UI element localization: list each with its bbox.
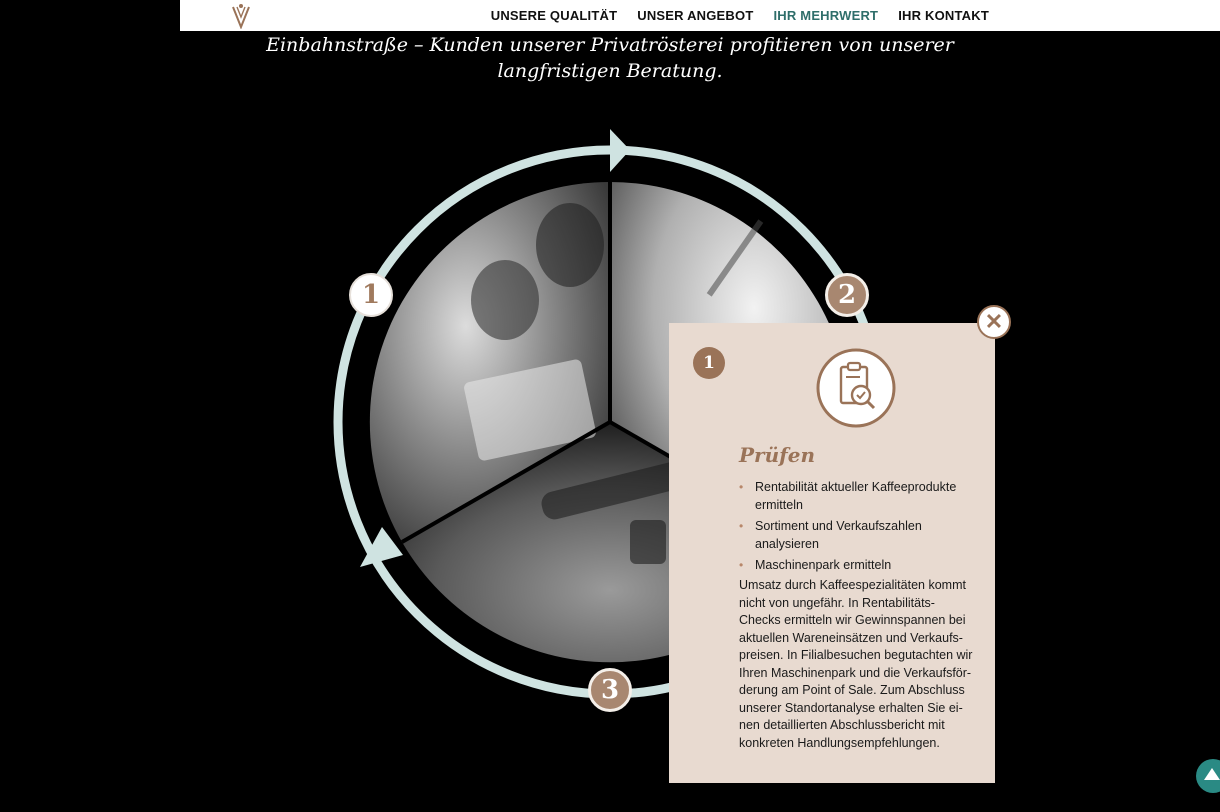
step-3-badge[interactable]: 3 [588, 668, 632, 712]
step-2-badge[interactable]: 2 [825, 273, 869, 317]
navbar-right-strip [1025, 0, 1220, 31]
panel-bullet: • Rentabilität aktueller Kaffeeprodukte ermitteln [739, 479, 979, 514]
panel-bullet: • Maschinenpark ermitteln [739, 557, 979, 575]
clipboard-check-icon [815, 347, 897, 429]
close-icon: ✕ [984, 309, 1004, 334]
nav-item-ihr-kontakt[interactable]: IHR KONTAKT [898, 8, 989, 23]
panel-description: Umsatz durch Kaffeespezialitäten kommt nicht von ungefähr. In Rentabilitäts-Checks ermitteln wir Gewinnspannen bei aktuellen Wareneinsätzen und Verkaufs-preisen. In Filialbesuchen begutachten wir Ihren Maschinenpark und die Verkaufsför-derung am Point of Sale. Zum Abschluss unserer Standortanalyse erhalten Sie ei-nen detaillierten Abschlussbericht mit konkreten Handlungsempfehlungen. [739, 578, 973, 750]
top-navbar [0, 0, 1220, 31]
nav-item-ihr-mehrwert[interactable]: IHR MEHRWERT [773, 8, 879, 23]
nav-links [491, 0, 989, 31]
navbar-inner [180, 0, 1025, 31]
ring-arrow-top [610, 129, 630, 172]
step-1-badge[interactable]: 1 [349, 273, 393, 317]
panel-bullet-list [739, 479, 979, 579]
step-info-panel [669, 323, 995, 783]
panel-close-button[interactable] [977, 305, 1011, 339]
scroll-to-top-button[interactable] [1196, 759, 1220, 793]
panel-step-badge: 1 [693, 347, 725, 379]
panel-title: Prüfen [739, 443, 815, 467]
nav-item-unser-angebot[interactable]: UNSER ANGEBOT [637, 8, 754, 23]
nav-item-unsere-qualitaet[interactable]: UNSERE QUALITÄT [490, 8, 618, 23]
panel-bullet: • Sortiment und Verkaufszahlen analysieren [739, 518, 979, 553]
brand-logo[interactable] [230, 3, 252, 29]
lead-text: Einbahnstraße – Kunden unserer Privatrösterei profitieren von unserer langfristigen Beratung. [266, 34, 954, 82]
